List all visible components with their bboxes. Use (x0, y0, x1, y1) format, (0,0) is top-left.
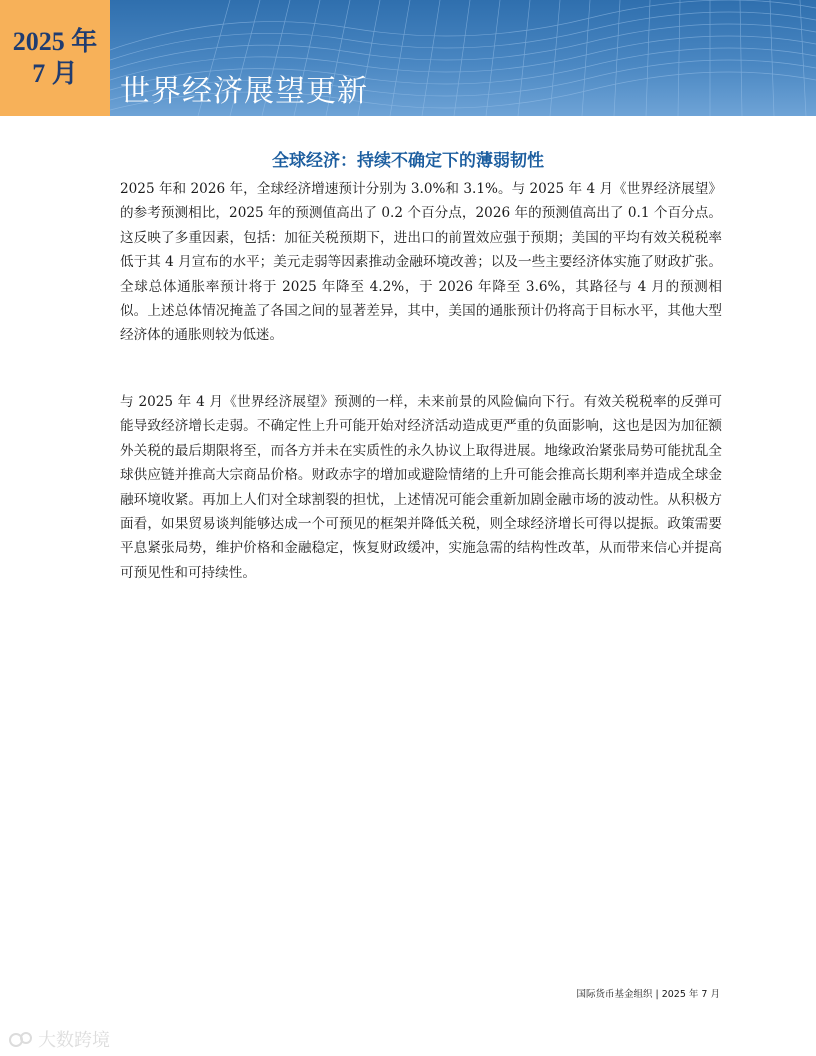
watermark (8, 1026, 110, 1052)
title-banner (110, 0, 816, 116)
paragraph-text: 与 2025 年 4 月《世界经济展望》预测的一样，未来前景的风险偏向下行。有效关税税率的反弹可能导致经济增长走弱。不确定性上升可能开始对经济活动造成更严重的负面影响，这也是因为加征额外关税的最后期限将至，而各方并未在实质性的永久协议上取得进展。地缘政治紧张局势可能扰乱全球供应链并推高大宗商品价格。财政赤字的增加或避险情绪的上升可能会推高长期利率并造成全球金融环境收紧。再加上人们对全球割裂的担忧，上述情况可能会重新加剧金融市场的波动性。从积极方面看，如果贸易谈判能够达成一个可预见的框架并降低关税，则全球经济增长可得以提振。政策需要平息紧张局势，维护价格和金融稳定，恢复财政缓冲，实施急需的结构性改革，从而带来信心并提高可预见性和可持续性。 (120, 394, 722, 581)
page-header (0, 0, 816, 116)
paragraph-text: 2025 年和 2026 年，全球经济增速预计分别为 3.0%和 3.1%。与 2025 年 4 月《世界经济展望》的参考预测相比，2025 年的预测值高出了 0.2 个百分点，2026 年的预测值高出了 0.1 个百分点。这反映了多重因素，包括：加征关税预期下，进出口的前置效应强于预期；美国的平均有效关税税率低于其 4 月宣布的水平；美元走弱等因素推动金融环境改善；以及一些主要经济体实施了财政扩张。全球总体通胀率预计将于 2025 年降至 4.2%，于 2026 年降至 3.6%，其路径与 4 月的预测相似。上述总体情况掩盖了各国之间的显著差异，其中，美国的通胀预计仍将高于目标水平，其他大型经济体的通胀则较为低迷。 (120, 181, 722, 344)
document-title: 世界经济展望更新 (120, 74, 368, 109)
paragraph-2 (120, 390, 722, 585)
date-badge (0, 0, 110, 116)
watermark-logo-icon (8, 1028, 34, 1050)
date-year: 2025 年 (12, 27, 98, 56)
watermark-text: 大数跨境 (38, 1030, 110, 1051)
page-footer: 国际货币基金组织 | 2025 年 7 月 (576, 989, 720, 1000)
paragraph-1 (120, 177, 722, 348)
section-title: 全球经济：持续不确定下的薄弱韧性 (272, 151, 544, 171)
date-month: 7 月 (32, 59, 78, 88)
